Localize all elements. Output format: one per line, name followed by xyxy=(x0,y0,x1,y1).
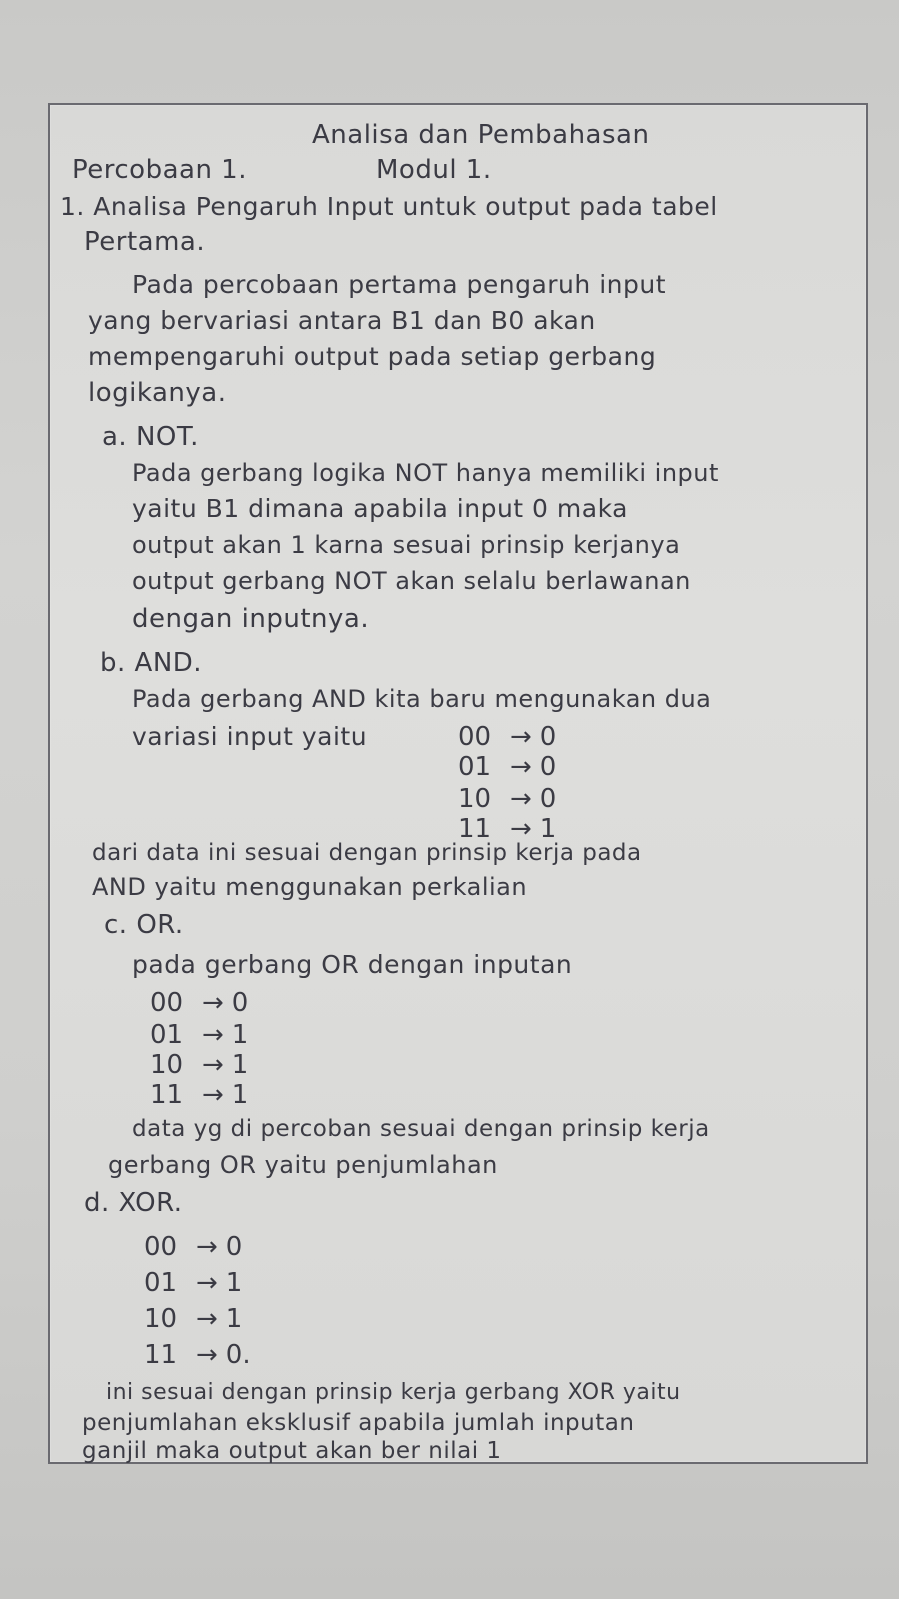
intro-line: yang bervariasi antara B1 dan B0 akan xyxy=(88,306,596,335)
truth-input: 01 xyxy=(150,1020,184,1050)
question-line: Pertama. xyxy=(84,227,206,257)
modul-label: Modul 1. xyxy=(376,155,492,185)
truth-input: 00 xyxy=(144,1232,178,1262)
truth-output: 0. xyxy=(225,1340,251,1370)
not-line: Pada gerbang logika NOT hanya memiliki input xyxy=(132,459,719,487)
intro-line: mempengaruhi output pada setiap gerbang xyxy=(88,342,657,371)
truth-input: 01 xyxy=(144,1268,178,1298)
truth-input: 01 xyxy=(458,752,492,782)
truth-input: 11 xyxy=(144,1340,178,1370)
not-line: dengan inputnya. xyxy=(132,604,370,634)
truth-input: 10 xyxy=(458,784,492,814)
or-truth-row xyxy=(150,1020,248,1050)
truth-output: 1 xyxy=(231,1080,249,1110)
arrow-icon: → xyxy=(510,814,532,844)
xor-conclusion-line: penjumlahan eksklusif apabila jumlah inputan xyxy=(82,1410,635,1436)
page-title: Analisa dan Pembahasan xyxy=(312,120,650,150)
xor-truth-row xyxy=(144,1232,242,1262)
or-heading: c. OR. xyxy=(104,910,184,940)
truth-output: 1 xyxy=(539,814,557,844)
and-line: variasi input yaitu xyxy=(132,722,368,751)
and-truth-row xyxy=(458,752,556,782)
percobaan-label: Percobaan 1. xyxy=(72,155,247,185)
truth-output: 0 xyxy=(225,1232,243,1262)
xor-conclusion-line: ganjil maka output akan ber nilai 1 xyxy=(82,1438,502,1464)
not-line: output akan 1 karna sesuai prinsip kerjanya xyxy=(132,531,681,559)
truth-input: 10 xyxy=(150,1050,184,1080)
question-line: 1. Analisa Pengaruh Input untuk output pada tabel xyxy=(60,192,718,221)
truth-output: 0 xyxy=(539,752,557,782)
arrow-icon: → xyxy=(196,1304,218,1334)
not-heading: a. NOT. xyxy=(102,422,199,452)
and-truth-row xyxy=(458,722,556,752)
truth-output: 0 xyxy=(539,784,557,814)
xor-heading: d. XOR. xyxy=(84,1188,183,1218)
truth-output: 1 xyxy=(231,1050,249,1080)
arrow-icon: → xyxy=(510,784,532,814)
and-heading: b. AND. xyxy=(100,648,203,678)
truth-output: 0 xyxy=(539,722,557,752)
truth-input: 11 xyxy=(458,814,492,844)
arrow-icon: → xyxy=(510,722,532,752)
and-truth-row xyxy=(458,784,556,814)
arrow-icon: → xyxy=(202,1020,224,1050)
arrow-icon: → xyxy=(202,1050,224,1080)
intro-line: logikanya. xyxy=(88,378,227,408)
arrow-icon: → xyxy=(202,1080,224,1110)
or-truth-row xyxy=(150,988,248,1018)
arrow-icon: → xyxy=(196,1268,218,1298)
truth-input: 00 xyxy=(150,988,184,1018)
truth-output: 1 xyxy=(225,1268,243,1298)
truth-output: 1 xyxy=(225,1304,243,1334)
and-conclusion-line: dari data ini sesuai dengan prinsip kerja pada xyxy=(92,840,642,866)
arrow-icon: → xyxy=(510,752,532,782)
or-truth-row xyxy=(150,1050,248,1080)
or-conclusion-line: data yg di percoban sesuai dengan prinsip kerja xyxy=(132,1116,710,1142)
truth-input: 11 xyxy=(150,1080,184,1110)
arrow-icon: → xyxy=(202,988,224,1018)
xor-truth-row xyxy=(144,1268,242,1298)
xor-truth-row xyxy=(144,1304,242,1334)
intro-line: Pada percobaan pertama pengaruh input xyxy=(132,270,667,299)
truth-input: 10 xyxy=(144,1304,178,1334)
arrow-icon: → xyxy=(196,1232,218,1262)
and-conclusion-line: AND yaitu menggunakan perkalian xyxy=(92,873,528,901)
truth-output: 0 xyxy=(231,988,249,1018)
or-conclusion-line: gerbang OR yaitu penjumlahan xyxy=(108,1151,498,1179)
arrow-icon: → xyxy=(196,1340,218,1370)
and-line: Pada gerbang AND kita baru mengunakan dua xyxy=(132,685,712,713)
not-line: output gerbang NOT akan selalu berlawanan xyxy=(132,567,691,595)
xor-truth-row xyxy=(144,1340,251,1370)
or-truth-row xyxy=(150,1080,248,1110)
truth-output: 1 xyxy=(231,1020,249,1050)
xor-conclusion-line: ini sesuai dengan prinsip kerja gerbang XOR yaitu xyxy=(106,1380,681,1405)
truth-input: 00 xyxy=(458,722,492,752)
not-line: yaitu B1 dimana apabila input 0 maka xyxy=(132,494,628,523)
or-line: pada gerbang OR dengan inputan xyxy=(132,950,573,979)
